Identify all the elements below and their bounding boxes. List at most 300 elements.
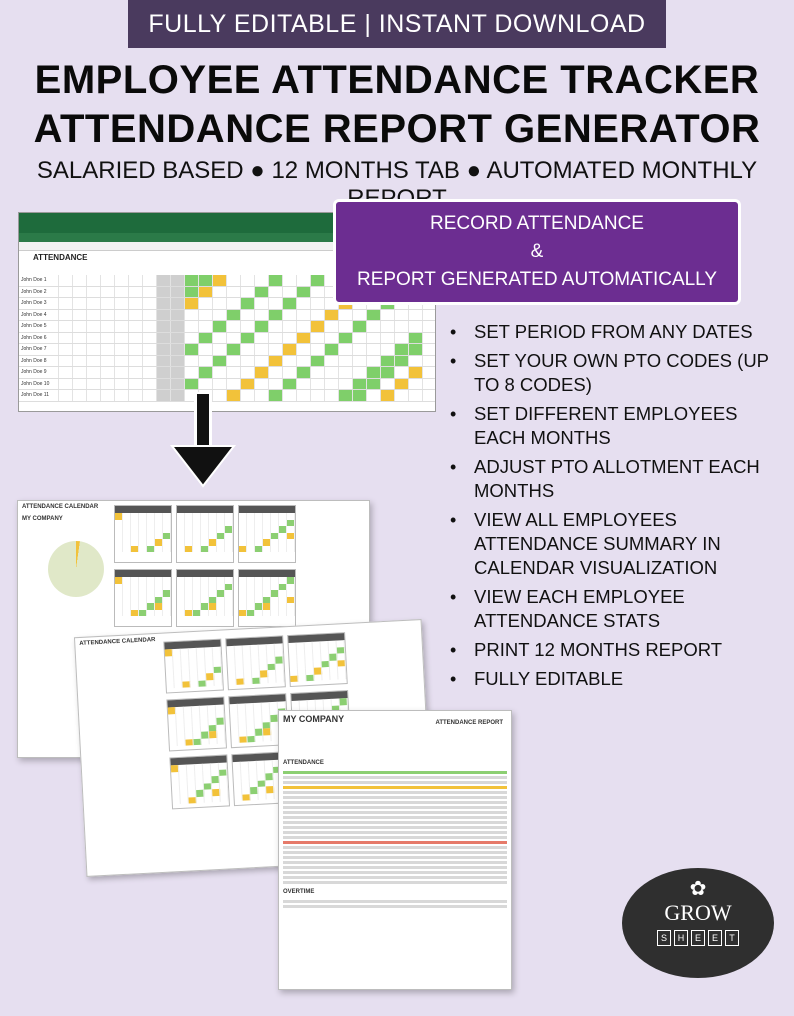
- report-row: [283, 806, 507, 809]
- excel-cell: [409, 356, 423, 367]
- excel-employee-name: John Doe 7: [19, 344, 59, 355]
- mini-calendar-header: [115, 570, 171, 577]
- excel-cell: [241, 390, 255, 401]
- excel-row: [19, 321, 435, 333]
- logo-letter: E: [691, 930, 705, 946]
- excel-employee-name: John Doe 8: [19, 356, 59, 367]
- excel-row: [19, 310, 435, 322]
- excel-cell: [115, 344, 129, 355]
- excel-cell: [339, 321, 353, 332]
- excel-cell: [199, 298, 213, 309]
- excel-cell: [129, 367, 143, 378]
- excel-employee-name: John Doe 9: [19, 367, 59, 378]
- excel-cell: [241, 287, 255, 298]
- excel-cell: [157, 287, 171, 298]
- excel-cell: [59, 310, 73, 321]
- report-row: [283, 781, 507, 784]
- excel-cell: [157, 298, 171, 309]
- excel-cell: [381, 333, 395, 344]
- mini-calendar: [225, 635, 286, 690]
- excel-cell: [325, 367, 339, 378]
- excel-cell: [395, 310, 409, 321]
- excel-cell: [227, 344, 241, 355]
- mini-calendar-day: [163, 610, 171, 617]
- excel-cell: [213, 321, 227, 332]
- excel-cell: [255, 356, 269, 367]
- excel-cell: [311, 344, 325, 355]
- excel-cell: [157, 333, 171, 344]
- excel-cell: [87, 275, 101, 286]
- mini-calendar-day: [177, 546, 185, 553]
- mini-calendar-day: [177, 610, 185, 617]
- excel-cell: [325, 310, 339, 321]
- excel-cell: [143, 344, 157, 355]
- excel-cell: [213, 344, 227, 355]
- excel-cell: [101, 367, 115, 378]
- excel-cell: [59, 275, 73, 286]
- excel-cell: [269, 367, 283, 378]
- excel-cell: [101, 298, 115, 309]
- excel-cell: [395, 321, 409, 332]
- report-row: [283, 821, 507, 824]
- excel-cell: [339, 379, 353, 390]
- mini-calendar-day: [287, 546, 295, 553]
- mini-calendar-week: [177, 546, 233, 553]
- feature-item: • ADJUST PTO ALLOTMENT EACH MONTHS: [450, 455, 780, 503]
- excel-cell: [199, 356, 213, 367]
- report-table: [279, 771, 511, 884]
- mini-calendar-header: [115, 506, 171, 513]
- excel-cell: [87, 344, 101, 355]
- report-row: [283, 851, 507, 854]
- excel-cell: [255, 287, 269, 298]
- excel-cell: [157, 344, 171, 355]
- excel-cell: [171, 298, 185, 309]
- excel-cell: [87, 287, 101, 298]
- excel-cell: [129, 287, 143, 298]
- feature-item: • PRINT 12 MONTHS REPORT: [450, 638, 780, 662]
- mini-calendar: [238, 569, 296, 627]
- excel-cell: [171, 367, 185, 378]
- excel-cell: [395, 379, 409, 390]
- excel-cell: [73, 390, 87, 401]
- excel-cell: [325, 390, 339, 401]
- mini-calendar: [238, 505, 296, 563]
- excel-employee-name: John Doe 6: [19, 333, 59, 344]
- report1-company: MY COMPANY: [22, 516, 63, 522]
- excel-employee-name: John Doe 4: [19, 310, 59, 321]
- excel-cell: [213, 379, 227, 390]
- excel-cell: [311, 390, 325, 401]
- excel-cell: [409, 367, 423, 378]
- excel-cell: [59, 344, 73, 355]
- excel-cell: [115, 390, 129, 401]
- mini-calendar: [169, 754, 230, 809]
- excel-cell: [297, 379, 311, 390]
- excel-cell: [353, 390, 367, 401]
- mini-calendar-day: [263, 610, 271, 617]
- excel-cell: [87, 333, 101, 344]
- excel-cell: [241, 275, 255, 286]
- excel-employee-name: John Doe 3: [19, 298, 59, 309]
- excel-cell: [269, 310, 283, 321]
- mini-calendar-day: [271, 546, 279, 553]
- excel-cell: [395, 356, 409, 367]
- excel-cell: [101, 333, 115, 344]
- excel-cell: [157, 379, 171, 390]
- excel-cell: [73, 310, 87, 321]
- excel-sheet-title: ATTENDANCE: [33, 253, 88, 262]
- excel-cell: [297, 390, 311, 401]
- excel-cell: [381, 379, 395, 390]
- mini-calendar-day: [239, 546, 247, 553]
- excel-cell: [199, 310, 213, 321]
- excel-cell: [255, 321, 269, 332]
- excel-cell: [185, 379, 199, 390]
- excel-row: [19, 344, 435, 356]
- excel-cell: [143, 390, 157, 401]
- excel-cell: [311, 275, 325, 286]
- excel-employee-name: John Doe 1: [19, 275, 59, 286]
- excel-cell: [115, 367, 129, 378]
- feature-item: • VIEW ALL EMPLOYEES ATTENDANCE SUMMARY IN CALENDAR VISUALIZATION: [450, 508, 780, 580]
- excel-cell: [255, 310, 269, 321]
- excel-cell: [73, 321, 87, 332]
- excel-cell: [353, 367, 367, 378]
- excel-cell: [171, 333, 185, 344]
- logo-letter: E: [708, 930, 722, 946]
- mini-calendar-day: [287, 610, 295, 617]
- excel-cell: [129, 321, 143, 332]
- callout-box: [333, 199, 741, 305]
- excel-cell: [311, 356, 325, 367]
- excel-cell: [157, 321, 171, 332]
- report3-overtime: OVERTIME: [283, 889, 315, 895]
- mini-calendar-day: [193, 546, 201, 553]
- mini-calendar-day: [279, 610, 287, 617]
- excel-cell: [129, 390, 143, 401]
- attendance-pie-chart: [48, 541, 104, 597]
- excel-cell: [367, 321, 381, 332]
- excel-cell: [227, 379, 241, 390]
- excel-cell: [409, 379, 423, 390]
- excel-cell: [367, 333, 381, 344]
- report-row: [283, 846, 507, 849]
- mini-calendar: [176, 569, 234, 627]
- excel-cell: [87, 310, 101, 321]
- excel-cell: [297, 298, 311, 309]
- excel-cell: [339, 390, 353, 401]
- excel-cell: [381, 367, 395, 378]
- excel-cell: [185, 310, 199, 321]
- excel-cell: [185, 321, 199, 332]
- logo-brand: GROW: [664, 900, 732, 925]
- excel-cell: [115, 379, 129, 390]
- logo-letter: S: [657, 930, 671, 946]
- excel-cell: [199, 344, 213, 355]
- feature-item: • SET PERIOD FROM ANY DATES: [450, 320, 780, 344]
- mini-calendar-day: [139, 610, 147, 617]
- excel-cell: [213, 310, 227, 321]
- report-row: [283, 876, 507, 879]
- excel-cell: [297, 321, 311, 332]
- excel-cell: [409, 310, 423, 321]
- mini-calendar-day: [201, 546, 209, 553]
- mini-calendar-week: [239, 546, 295, 553]
- flower-icon: ✿: [689, 878, 707, 900]
- excel-cell: [227, 298, 241, 309]
- excel-cell: [171, 344, 185, 355]
- excel-cell: [185, 275, 199, 286]
- excel-cell: [367, 390, 381, 401]
- excel-cell: [241, 344, 255, 355]
- excel-cell: [325, 344, 339, 355]
- report3-title: ATTENDANCE REPORT: [435, 720, 503, 726]
- excel-cell: [87, 356, 101, 367]
- excel-cell: [255, 298, 269, 309]
- excel-cell: [199, 275, 213, 286]
- excel-cell: [339, 310, 353, 321]
- excel-cell: [297, 367, 311, 378]
- excel-cell: [73, 367, 87, 378]
- excel-cell: [59, 298, 73, 309]
- report-row: [283, 826, 507, 829]
- mini-calendar: [166, 696, 227, 751]
- excel-cell: [171, 275, 185, 286]
- excel-cell: [199, 287, 213, 298]
- mini-calendar-day: [247, 546, 255, 553]
- mini-calendar-day: [338, 673, 346, 680]
- excel-cell: [101, 379, 115, 390]
- excel-cell: [297, 356, 311, 367]
- excel-cell: [171, 310, 185, 321]
- excel-cell: [115, 310, 129, 321]
- excel-cell: [87, 321, 101, 332]
- excel-cell: [101, 344, 115, 355]
- mini-calendar-week: [115, 546, 171, 553]
- mini-calendar: [163, 639, 224, 694]
- excel-cell: [157, 310, 171, 321]
- mini-calendar-day: [155, 546, 163, 553]
- excel-cell: [185, 333, 199, 344]
- mini-calendar-day: [123, 610, 131, 617]
- excel-cell: [87, 367, 101, 378]
- excel-cell: [367, 344, 381, 355]
- excel-cell: [311, 379, 325, 390]
- report-row: [283, 801, 507, 804]
- excel-cell: [297, 287, 311, 298]
- callout-line-3: REPORT GENERATED AUTOMATICALLY: [356, 269, 718, 290]
- excel-cell: [269, 356, 283, 367]
- excel-cell: [171, 356, 185, 367]
- excel-row: [19, 356, 435, 368]
- mini-calendar-day: [185, 610, 193, 617]
- mini-calendar-header: [177, 506, 233, 513]
- excel-cell: [115, 287, 129, 298]
- excel-cell: [143, 287, 157, 298]
- excel-cell: [297, 333, 311, 344]
- feature-item: • FULLY EDITABLE: [450, 667, 780, 691]
- report-row: [283, 771, 507, 774]
- excel-cell: [311, 287, 325, 298]
- excel-cell: [311, 333, 325, 344]
- mini-calendar-day: [214, 679, 222, 686]
- excel-cell: [115, 298, 129, 309]
- mini-calendar-day: [217, 546, 225, 553]
- excel-cell: [115, 356, 129, 367]
- excel-cell: [381, 321, 395, 332]
- excel-cell: [227, 275, 241, 286]
- excel-cell: [311, 298, 325, 309]
- title-line-1: EMPLOYEE ATTENDANCE TRACKER: [34, 58, 760, 102]
- mini-calendar-day: [217, 737, 225, 744]
- excel-cell: [87, 379, 101, 390]
- excel-employee-name: John Doe 10: [19, 379, 59, 390]
- excel-cell: [199, 333, 213, 344]
- excel-cell: [115, 321, 129, 332]
- excel-cell: [73, 298, 87, 309]
- feature-item: • SET DIFFERENT EMPLOYEES EACH MONTHS: [450, 402, 780, 450]
- mini-calendar-header: [239, 570, 295, 577]
- excel-cell: [213, 275, 227, 286]
- excel-cell: [381, 356, 395, 367]
- excel-cell: [241, 379, 255, 390]
- excel-cell: [101, 356, 115, 367]
- report-row: [283, 786, 507, 789]
- top-banner: FULLY EDITABLE | INSTANT DOWNLOAD: [128, 0, 666, 48]
- excel-cell: [73, 275, 87, 286]
- excel-cell: [129, 333, 143, 344]
- mini-calendar-day: [115, 610, 123, 617]
- overtime-row: [283, 905, 507, 908]
- mini-calendar-header: [177, 570, 233, 577]
- excel-cell: [143, 310, 157, 321]
- excel-cell: [297, 344, 311, 355]
- excel-cell: [213, 367, 227, 378]
- excel-cell: [87, 298, 101, 309]
- excel-cell: [339, 356, 353, 367]
- excel-cell: [143, 379, 157, 390]
- mini-calendar-day: [225, 610, 233, 617]
- excel-cell: [353, 321, 367, 332]
- excel-cell: [157, 356, 171, 367]
- excel-cell: [143, 275, 157, 286]
- excel-cell: [143, 356, 157, 367]
- excel-employee-name: John Doe 11: [19, 390, 59, 401]
- report-row: [283, 871, 507, 874]
- excel-cell: [59, 356, 73, 367]
- mini-calendar-day: [247, 610, 255, 617]
- excel-cell: [227, 367, 241, 378]
- report-row: [283, 866, 507, 869]
- excel-cell: [395, 390, 409, 401]
- excel-cell: [59, 367, 73, 378]
- excel-cell: [297, 275, 311, 286]
- excel-cell: [409, 321, 423, 332]
- excel-cell: [59, 333, 73, 344]
- mini-calendar-day: [115, 546, 123, 553]
- excel-employee-name: John Doe 2: [19, 287, 59, 298]
- mini-calendar-day: [220, 795, 228, 802]
- excel-cell: [283, 310, 297, 321]
- excel-cell: [129, 379, 143, 390]
- feature-item: • VIEW EACH EMPLOYEE ATTENDANCE STATS: [450, 585, 780, 633]
- mini-calendar-day: [163, 546, 171, 553]
- excel-cell: [199, 321, 213, 332]
- excel-cell: [325, 379, 339, 390]
- excel-cell: [59, 287, 73, 298]
- report-row: [283, 816, 507, 819]
- excel-cell: [311, 310, 325, 321]
- excel-cell: [101, 390, 115, 401]
- excel-cell: [129, 310, 143, 321]
- logo-letter: H: [674, 930, 688, 946]
- report3-section: ATTENDANCE: [283, 760, 324, 766]
- mini-calendar-day: [155, 610, 163, 617]
- excel-cell: [129, 275, 143, 286]
- excel-cell: [241, 333, 255, 344]
- excel-cell: [101, 287, 115, 298]
- excel-cell: [409, 390, 423, 401]
- excel-cell: [283, 344, 297, 355]
- excel-cell: [311, 367, 325, 378]
- mini-calendar-day: [263, 546, 271, 553]
- excel-cell: [129, 356, 143, 367]
- mini-calendar-week: [177, 610, 233, 617]
- mini-calendar-week: [239, 610, 295, 617]
- excel-cell: [395, 367, 409, 378]
- growsheet-logo: [622, 868, 774, 978]
- mini-calendar: [176, 505, 234, 563]
- excel-cell: [353, 356, 367, 367]
- excel-cell: [255, 390, 269, 401]
- excel-cell: [381, 310, 395, 321]
- excel-cell: [115, 333, 129, 344]
- excel-cell: [283, 287, 297, 298]
- mini-calendar-day: [131, 546, 139, 553]
- mini-calendar-day: [185, 546, 193, 553]
- excel-cell: [227, 356, 241, 367]
- report-page-summary: [278, 710, 512, 990]
- excel-cell: [143, 298, 157, 309]
- excel-cell: [185, 356, 199, 367]
- excel-cell: [241, 298, 255, 309]
- excel-cell: [73, 333, 87, 344]
- excel-cell: [283, 379, 297, 390]
- excel-cell: [213, 333, 227, 344]
- excel-cell: [227, 333, 241, 344]
- excel-cell: [199, 379, 213, 390]
- report-row: [283, 791, 507, 794]
- excel-cell: [213, 298, 227, 309]
- report-row: [283, 796, 507, 799]
- excel-cell: [269, 379, 283, 390]
- excel-cell: [87, 390, 101, 401]
- report-row: [283, 811, 507, 814]
- excel-cell: [241, 356, 255, 367]
- excel-cell: [59, 321, 73, 332]
- excel-cell: [339, 344, 353, 355]
- report-row: [283, 856, 507, 859]
- report-row: [283, 861, 507, 864]
- excel-cell: [367, 367, 381, 378]
- excel-cell: [171, 321, 185, 332]
- excel-row: [19, 333, 435, 345]
- excel-cell: [269, 321, 283, 332]
- callout-line-2: &: [530, 241, 544, 262]
- excel-cell: [73, 287, 87, 298]
- excel-cell: [367, 356, 381, 367]
